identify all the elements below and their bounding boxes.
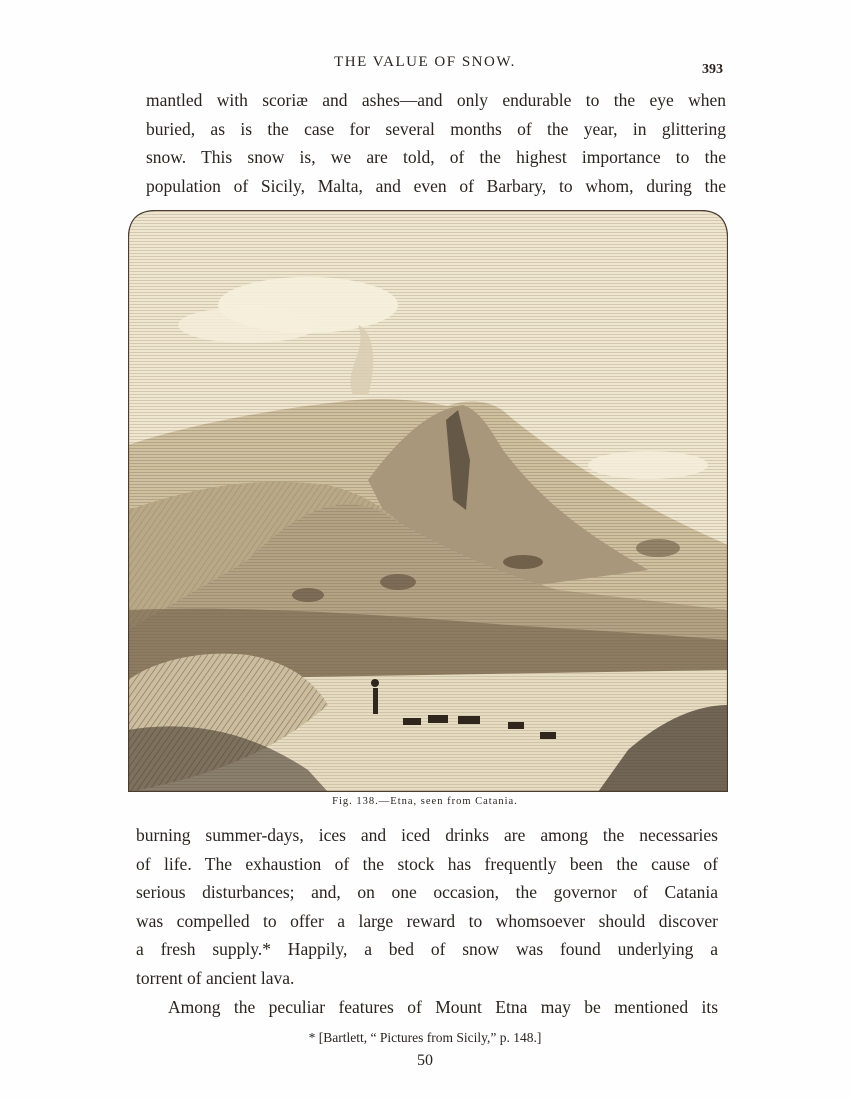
figure-caption: Fig. 138.—Etna, seen from Catania.: [332, 796, 518, 807]
page-number: 393: [702, 62, 723, 77]
text-line: serious disturbances; and, on one occasion, the governor of Catania: [136, 882, 718, 903]
footnote: * [Bartlett, “ Pictures from Sicily,” p. 148.]: [308, 1030, 542, 1045]
paragraph-top: [146, 86, 726, 200]
text-line: of life. The exhaustion of the stock has frequently been the cause of: [136, 853, 718, 874]
paragraph-next: [136, 993, 718, 1022]
signature-mark: 50: [417, 1052, 433, 1069]
text-line: Among the peculiar features of Mount Etna may be mentioned its: [168, 997, 718, 1017]
text-line: snow. This snow is, we are told, of the highest importance to the: [146, 147, 726, 168]
text-line: mantled with scoriæ and ashes—and only endurable to the eye when: [146, 90, 726, 110]
text-line: a fresh supply.* Happily, a bed of snow was found underlying a: [136, 939, 718, 960]
text-line: burning summer-days, ices and iced drinks are among the necessaries: [136, 825, 718, 845]
running-title: THE VALUE OF SNOW.: [334, 54, 516, 70]
text-line: buried, as is the case for several months of the year, in glittering: [146, 118, 726, 139]
text-line: torrent of ancient lava.: [136, 967, 295, 988]
text-line: was compelled to offer a large reward to whomsoever should discover: [136, 910, 718, 931]
text-line: population of Sicily, Malta, and even of Barbary, to whom, during the: [146, 175, 726, 196]
etna-engraving: [128, 210, 728, 792]
paragraph-bottom: [136, 821, 718, 993]
